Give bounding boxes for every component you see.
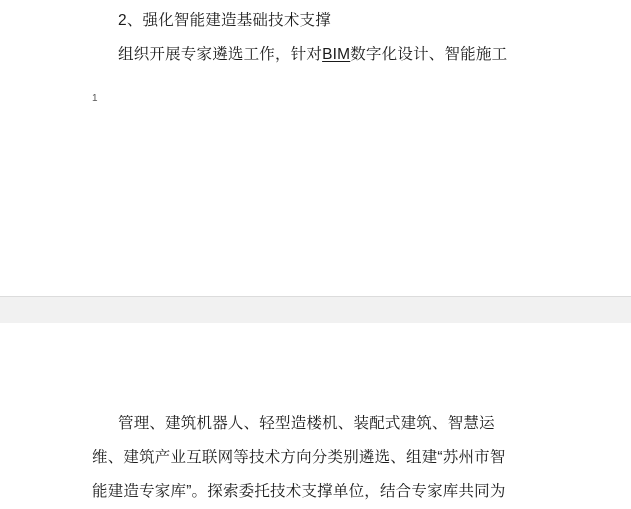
body-paragraph-line: 维、建筑产业互联网等技术方向分类别遴选、组建“苏州市智: [92, 449, 506, 466]
document-page-two: [0, 323, 631, 500]
paragraph-text-start: 组织开展专家遴选工作，针对: [118, 46, 323, 63]
paragraph-text-underlined: BIM: [322, 46, 351, 63]
body-paragraph-line: 能建造专家库”。探索委托技术支撑单位，结合专家库共同为: [92, 483, 506, 500]
body-paragraph-line: [0, 38, 507, 72]
page-number: 1: [92, 93, 98, 104]
section-heading: 2、强化智能建造基础技术支撑: [118, 12, 331, 29]
body-paragraph-line: 管理、建筑机器人、轻型造楼机、装配式建筑、智慧运: [118, 415, 495, 432]
paragraph-text-end: 数字化设计、智能施工: [350, 46, 508, 63]
page-break-gap: [0, 296, 631, 324]
